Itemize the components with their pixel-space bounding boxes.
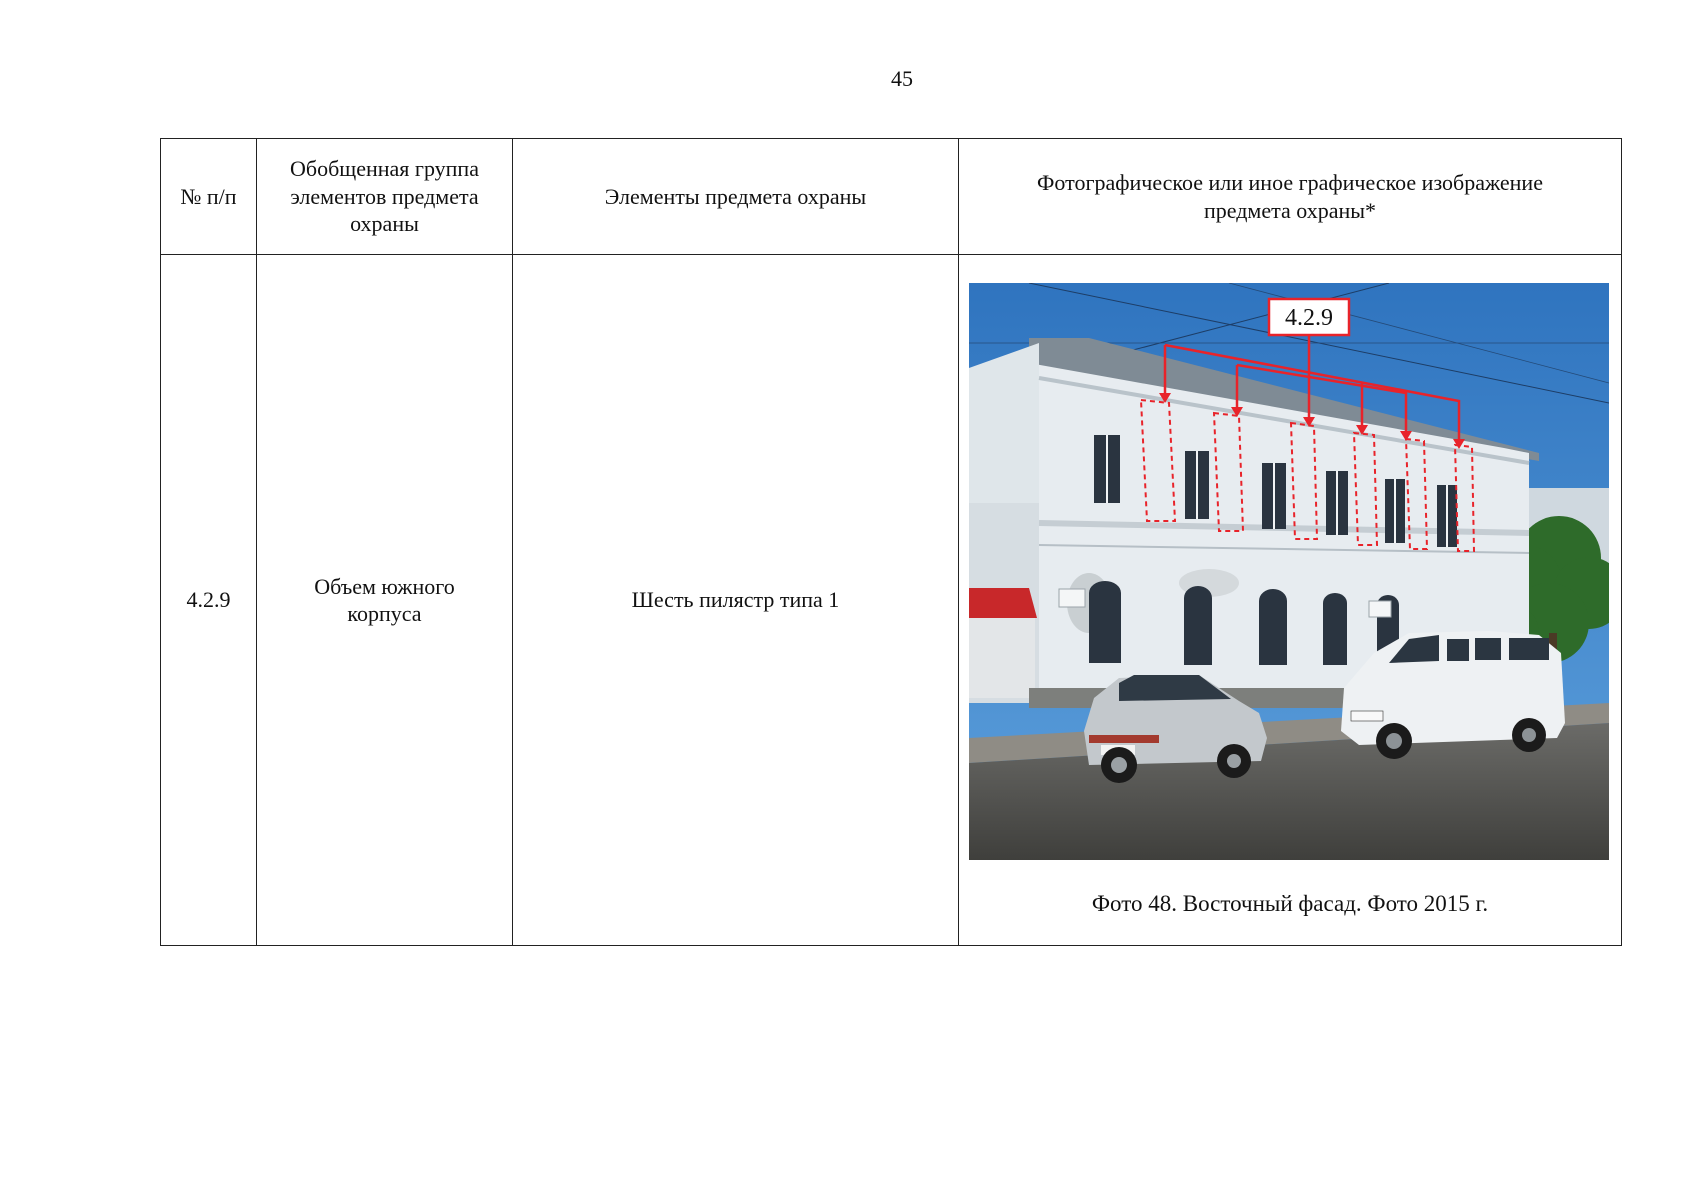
cell-num: 4.2.9 — [161, 255, 257, 946]
photo-caption: Фото 48. Восточный фасад. Фото 2015 г. — [1091, 891, 1489, 916]
protection-table — [160, 138, 1622, 946]
header-elements: Элементы предмета охраны — [513, 139, 959, 255]
cell-photo — [959, 255, 1622, 946]
annotation-label-box — [1269, 299, 1349, 335]
header-num: № п/п — [161, 139, 257, 255]
cell-group: Объем южного корпуса — [257, 255, 513, 946]
annotation-label: 4.2.9 — [1285, 305, 1333, 331]
table-header-row — [161, 139, 1622, 255]
cell-elements: Шесть пилястр типа 1 — [513, 255, 959, 946]
facade-photo — [969, 283, 1609, 860]
header-image: Фотографическое или иное графическое изображение предмета охраны* — [959, 139, 1622, 255]
table-row — [161, 255, 1622, 946]
facade-photo-drawing — [969, 283, 1609, 860]
page-number: 45 — [891, 66, 913, 91]
header-group: Обобщенная группа элементов предмета охраны — [257, 139, 513, 255]
